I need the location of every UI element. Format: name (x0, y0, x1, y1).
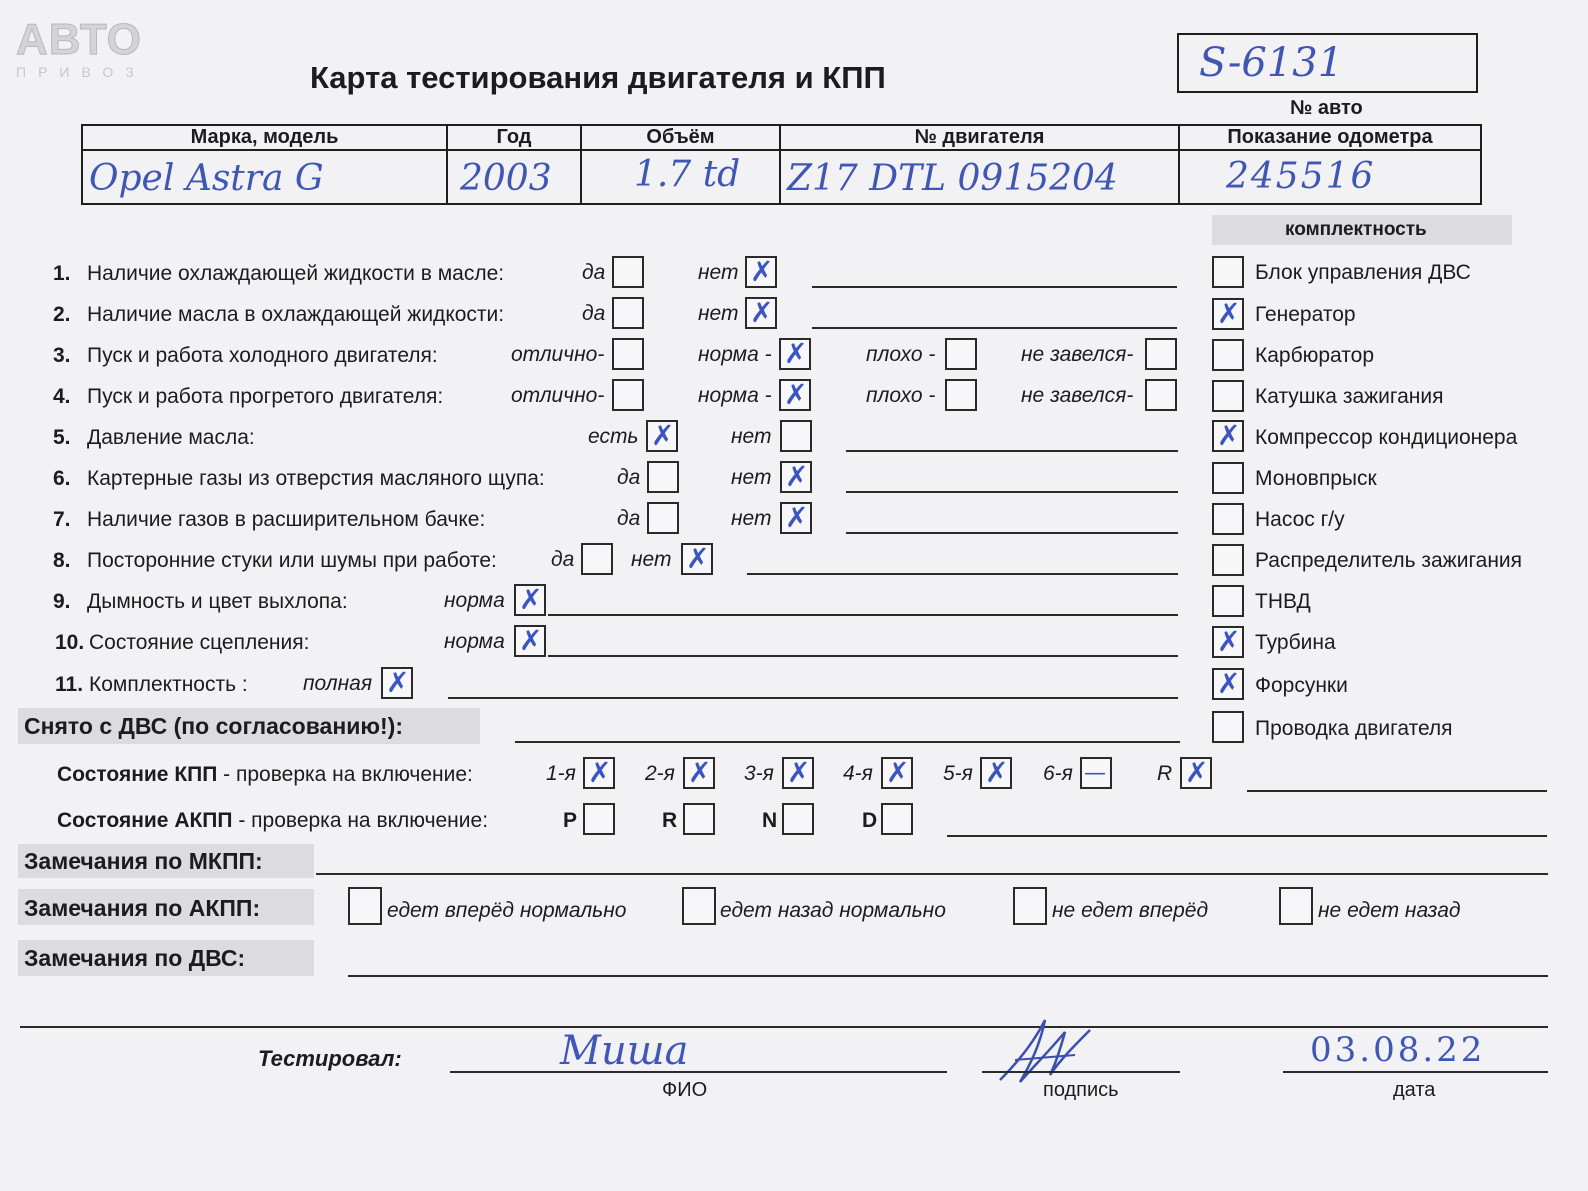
akpp-mode-checkbox-n[interactable] (782, 803, 814, 835)
fio-label: ФИО (662, 1079, 708, 1101)
comp-label-5: Моновпрыск (1255, 467, 1377, 490)
col-model: Марка, модель (82, 125, 447, 150)
q9-num: 9. (53, 590, 71, 613)
q7-label: Наличие газов в расширительном бачке: (87, 508, 486, 531)
logo-main: АВТО (16, 15, 142, 64)
q5-checkbox-yes[interactable] (646, 420, 678, 452)
remarks-mkpp-label: Замечания по МКПП: (24, 848, 263, 874)
q9-checkbox-normal[interactable] (514, 584, 546, 616)
kpp-gear-checkbox-4[interactable] (881, 757, 913, 789)
kpp-gear-checkbox-2[interactable] (683, 757, 715, 789)
value-volume: 1.7 td (581, 150, 780, 204)
akpp-remark-label-0: едет вперёд нормально (387, 899, 627, 922)
car-number-label: № авто (1290, 97, 1363, 119)
q4-opt-nostart: не завелся- (1021, 384, 1134, 407)
kpp-gear-checkbox-1[interactable] (583, 757, 615, 789)
date-label: дата (1393, 1079, 1436, 1101)
remarks-dvs-line (348, 975, 1548, 977)
kpp-gear-checkbox-6[interactable] (1080, 757, 1112, 789)
date-line (1283, 1071, 1548, 1073)
q3-opt-excellent: отлично- (511, 343, 605, 366)
q8-opt-no: нет (631, 548, 672, 571)
akpp-remark-checkbox-2[interactable] (1013, 887, 1047, 925)
q1-label: Наличие охлаждающей жидкости в масле: (87, 262, 505, 285)
q6-num: 6. (53, 467, 71, 490)
q10-line (548, 655, 1178, 657)
car-number-value: S-6131 (1199, 40, 1344, 86)
q3-opt-nostart: не завелся- (1021, 343, 1134, 366)
sign-line (982, 1071, 1180, 1073)
q4-label: Пуск и работа прогретого двигателя: (87, 385, 444, 408)
q4-opt-excellent: отлично- (511, 384, 605, 407)
akpp-line (947, 835, 1547, 837)
removed-label: Снято с ДВС (по согласованию!): (24, 713, 403, 739)
q4-checkbox-normal[interactable] (779, 379, 811, 411)
q6-opt-no: нет (731, 466, 772, 489)
q8-num: 8. (53, 549, 71, 572)
akpp-mode-label-d: D (862, 809, 878, 832)
kpp-gear-label-1: 1-я (546, 762, 576, 785)
logo (16, 15, 146, 80)
q2-opt-no: нет (698, 302, 739, 325)
q6-opt-yes: да (617, 466, 641, 489)
comp-label-3: Катушка зажигания (1255, 385, 1444, 408)
header-table (81, 124, 1482, 205)
akpp-remark-checkbox-0[interactable] (348, 887, 382, 925)
comp-checkbox-1[interactable] (1212, 298, 1244, 330)
q4-checkbox-excellent[interactable] (612, 379, 644, 411)
q2-line (812, 327, 1177, 329)
q8-line (747, 573, 1178, 575)
q4-opt-normal: норма - (698, 384, 772, 407)
value-odometer: 245516 (1179, 150, 1481, 204)
fio-line (450, 1071, 947, 1073)
q1-num: 1. (53, 262, 71, 285)
q1-line (812, 286, 1177, 288)
q11-checkbox-full[interactable] (381, 667, 413, 699)
q7-checkbox-yes[interactable] (647, 502, 679, 534)
q4-num: 4. (53, 385, 71, 408)
q10-checkbox-normal[interactable] (514, 625, 546, 657)
logo-sub: ПРИВОЗ (16, 64, 146, 80)
q5-opt-yes: есть (588, 425, 639, 448)
q10-label: Состояние сцепления: (89, 631, 310, 654)
kpp-gear-label-r: R (1157, 762, 1173, 785)
q2-num: 2. (53, 303, 71, 326)
tested-label: Тестировал: (258, 1046, 402, 1071)
q11-num: 11. (55, 673, 84, 696)
q3-num: 3. (53, 344, 71, 367)
q11-label: Комплектность : (89, 673, 248, 696)
col-odometer: Показание одометра (1179, 125, 1481, 150)
comp-checkbox-10[interactable] (1212, 668, 1244, 700)
comp-label-7: Распределитель зажигания (1255, 549, 1523, 572)
akpp-mode-checkbox-d[interactable] (881, 803, 913, 835)
akpp-label: Состояние АКПП - проверка на включение: (57, 809, 489, 832)
q1-checkbox-no[interactable] (745, 256, 777, 288)
q4-opt-bad: плохо - (866, 384, 936, 407)
signature-icon (990, 1010, 1100, 1090)
date-value: 03.08.22 (1310, 1030, 1486, 1070)
comp-label-6: Насос г/у (1255, 508, 1345, 531)
value-model: Opel Astra G (82, 150, 447, 204)
q5-checkbox-no[interactable] (780, 420, 812, 452)
comp-label-1: Генератор (1255, 303, 1356, 326)
q4-checkbox-bad[interactable] (945, 379, 977, 411)
q9-opt-normal: норма (444, 589, 505, 612)
akpp-mode-label-n: N (762, 809, 778, 832)
q1-checkbox-yes[interactable] (612, 256, 644, 288)
value-engine-number: Z17 DTL 0915204 (780, 150, 1179, 204)
comp-label-11: Проводка двигателя (1255, 717, 1453, 740)
q11-opt-full: полная (303, 672, 373, 695)
q3-checkbox-normal[interactable] (779, 338, 811, 370)
akpp-mode-checkbox-r[interactable] (683, 803, 715, 835)
q5-opt-no: нет (731, 425, 772, 448)
q2-label: Наличие масла в охлаждающей жидкости: (87, 303, 505, 326)
q1-opt-no: нет (698, 261, 739, 284)
kpp-gear-label-2: 2-я (645, 762, 675, 785)
q8-checkbox-no[interactable] (681, 543, 713, 575)
akpp-remark-checkbox-1[interactable] (682, 887, 716, 925)
q9-line (548, 614, 1178, 616)
removed-line (515, 741, 1180, 743)
page-title: Карта тестирования двигателя и КПП (310, 60, 886, 95)
q10-num: 10. (55, 631, 85, 654)
kpp-line (1247, 790, 1547, 792)
q8-opt-yes: да (551, 548, 575, 571)
kpp-gear-label-4: 4-я (843, 762, 873, 785)
q8-checkbox-yes[interactable] (581, 543, 613, 575)
comp-label-2: Карбюратор (1255, 344, 1375, 367)
remarks-mkpp-line (316, 873, 1548, 875)
q8-label: Посторонние стуки или шумы при работе: (87, 549, 497, 572)
comp-checkbox-6[interactable] (1212, 503, 1244, 535)
akpp-remark-label-2: не едет вперёд (1052, 899, 1209, 922)
q4-checkbox-nostart[interactable] (1145, 379, 1177, 411)
akpp-remark-label-1: едет назад нормально (720, 899, 946, 922)
q7-opt-no: нет (731, 507, 772, 530)
q3-checkbox-excellent[interactable] (612, 338, 644, 370)
remarks-dvs-label: Замечания по ДВС: (24, 945, 246, 971)
q3-checkbox-nostart[interactable] (1145, 338, 1177, 370)
q3-opt-normal: норма - (698, 343, 772, 366)
kpp-gear-label-6: 6-я (1043, 762, 1073, 785)
comp-checkbox-0[interactable] (1212, 256, 1244, 288)
q5-line (846, 450, 1178, 452)
q11-line (448, 697, 1178, 699)
q1-opt-yes: да (582, 261, 606, 284)
kpp-gear-label-5: 5-я (943, 762, 973, 785)
comp-label-0: Блок управления ДВС (1255, 261, 1471, 284)
q3-opt-bad: плохо - (866, 343, 936, 366)
q5-label: Давление масла: (87, 426, 255, 449)
q2-checkbox-yes[interactable] (612, 297, 644, 329)
q3-label: Пуск и работа холодного двигателя: (87, 344, 438, 367)
sign-label: подпись (1043, 1079, 1119, 1101)
kpp-gear-checkbox-5[interactable] (980, 757, 1012, 789)
akpp-remark-label-3: не едет назад (1318, 899, 1461, 922)
value-year: 2003 (447, 150, 581, 204)
remarks-dvs-line-2 (20, 1026, 1548, 1028)
comp-checkbox-2[interactable] (1212, 339, 1244, 371)
col-volume: Объём (581, 125, 780, 150)
comp-checkbox-4[interactable] (1212, 420, 1244, 452)
q9-label: Дымность и цвет выхлопа: (87, 590, 348, 613)
kpp-gear-checkbox-3[interactable] (782, 757, 814, 789)
comp-checkbox-11[interactable] (1212, 711, 1244, 743)
kpp-label: Состояние КПП - проверка на включение: (57, 763, 473, 786)
q6-label: Картерные газы из отверстия масляного щупа: (87, 467, 545, 490)
akpp-remark-checkbox-3[interactable] (1279, 887, 1313, 925)
akpp-mode-label-p: P (563, 809, 578, 832)
q5-num: 5. (53, 426, 71, 449)
q3-checkbox-bad[interactable] (945, 338, 977, 370)
comp-label-8: ТНВД (1255, 590, 1311, 613)
kpp-gear-label-3: 3-я (744, 762, 774, 785)
akpp-mode-label-r: R (662, 809, 678, 832)
col-year: Год (447, 125, 581, 150)
comp-label-10: Форсунки (1255, 674, 1348, 697)
remarks-akpp-label: Замечания по АКПП: (24, 895, 261, 921)
akpp-mode-checkbox-p[interactable] (583, 803, 615, 835)
car-number-box (1177, 33, 1478, 93)
comp-checkbox-3[interactable] (1212, 380, 1244, 412)
comp-label-4: Компрессор кондиционера (1255, 426, 1518, 449)
q7-opt-yes: да (617, 507, 641, 530)
q6-line (846, 491, 1178, 493)
fio-value: Миша (560, 1028, 689, 1074)
comp-checkbox-8[interactable] (1212, 585, 1244, 617)
q2-opt-yes: да (582, 302, 606, 325)
q7-checkbox-no[interactable] (780, 502, 812, 534)
comp-checkbox-9[interactable] (1212, 626, 1244, 658)
col-engine-number: № двигателя (780, 125, 1179, 150)
q7-line (846, 532, 1178, 534)
comp-checkbox-5[interactable] (1212, 462, 1244, 494)
comp-checkbox-7[interactable] (1212, 544, 1244, 576)
comp-label-9: Турбина (1255, 631, 1336, 654)
q6-checkbox-yes[interactable] (647, 461, 679, 493)
q10-opt-normal: норма (444, 630, 505, 653)
q6-checkbox-no[interactable] (780, 461, 812, 493)
kpp-gear-checkbox-r[interactable] (1180, 757, 1212, 789)
q2-checkbox-no[interactable] (745, 297, 777, 329)
q7-num: 7. (53, 508, 71, 531)
completeness-title: комплектность (1285, 219, 1427, 240)
